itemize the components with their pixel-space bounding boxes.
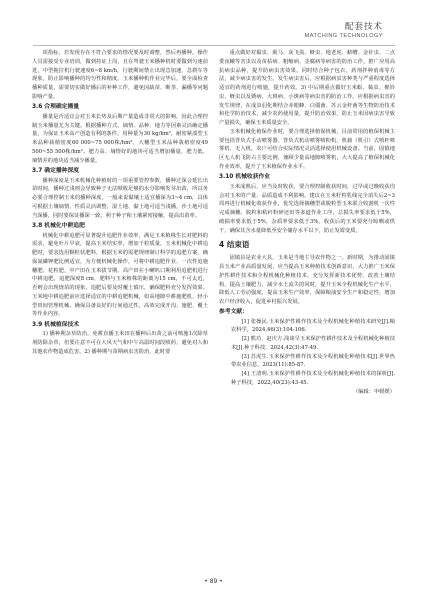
paragraph: 播种深度是玉米机械化种植时的一项重要管控参数，播种过深会延长出苗时间，播种过浅则会导致种子无法吸收足够的水分影响发芽出苗，所以务必要合理控制玉米的播种深度。一般来说黏壤土适宜播深为3~4 cm，具体可根据土壤墒情、性质灵活调整，湿土地、黏土地可适当浅播，沙土地可适当深播，同时要保证播深一致，利于种子和土壤紧密接触，提高出苗率。 xyxy=(32,177,208,219)
section-heading: 3.6 合理确定播量 xyxy=(32,104,80,110)
paragraph: 玉米成熟后，应当及时收获，要合理控制收获时间，过早或过晚收获均会对玉米的产量、品质造成不利影响。建议在玉米籽粒乳线完全消失后2~3周再进行机械化收获作业，优先选择摘穗型或脱粒型玉米联合收割机一次性完成摘穗、脱粒和秸秆粉碎还田等多道作业工序，总损失率要求低于5%，破损率要求低于5%，杂质率要求低于3%。收获后的玉米要充分晾晒或烘干，确保其含水量降低至安全储存水平以下，防止发霉变质。 xyxy=(219,183,395,234)
header-title-cn: 配套技术 xyxy=(344,22,383,32)
left-column xyxy=(32,49,208,357)
paragraph: 项指标，若发现存在不符合要求的情况要及时调整，然后再播种。操作人员需接受专业培训，做到持证上岗，且在驾驶玉米播种机时要做到匀速前进，中型拖拉机行驶速度6~8 km/h，行驶期间禁止出现急加速、急刹车等现象，防止影响播种的均匀性和精度。玉米播种机作业完毕后，要全面检查播种质量，需要切实做好播后的补种工作，避免因缺苗、断垄、漏播等问题影响产量。 xyxy=(32,50,208,100)
section-heading: 4 结束语 xyxy=(219,240,250,250)
paragraph: 播量是否适宜会对玉米长势及后期产量造成非常大的影响，因此合理控制玉米播量尤为关键。根据播种方式、墒情、品种、地力等因素灵活确定播量，为保证玉米高产创造有利的条件。用种量为30 kg/hm²，耐密紧凑型玉米品种栽植密度60 000~75 000株/hm²，大穗型玉米品种栽植密度49 500~55 500株/hm²。肥力高、墒情好的地块可适当增加播量，肥力低、墒情差的地块适当减少播量。 xyxy=(32,113,208,164)
journal-header xyxy=(305,20,383,39)
paragraph: 玉米机械化植保作业时，要合理选择植保机械，目前常用的植保机械主要包括背负式手动喷雾器、背负式机动喷雾喷粉机、机载（机引）式喷杆喷雾机、无人机，农户可结合实际情况灵活选择使用机械设备。当前，固镇地区无人机飞防占主要比例，兼顾少量高地隙喷雾机，大大提高了植保机械化作业效率，提升了玉米植保作业水平。 xyxy=(219,128,395,170)
paragraph: 机械化中耕追肥可显著提升追肥作业效率，满足玉米植株生长对肥料的需求，避免叶片早衰，提高玉米结实率，增加千粒质量。玉米机械化中耕追肥时，要求选用颗粒状肥料，根据玉米的需肥规律制订科学的追肥方案，确保氮磷钾肥比例适宜，为方便机械化操作，可将中耕追肥作业、一次性追施穗肥、花粒肥，中产田在玉米拔节期、高产田在小喇叭口期利用追肥机进行中耕追肥，追肥深度8 cm，肥料与玉米植株的距离为15 cm，不可太近，否则会出现烧苗的现象。追肥后要及时覆土镇压，确保肥料充分发挥效果。玉米地中耕追肥前应选择适宜的中耕追肥机械，如高地隙中耕施肥机、轻小型田间管理机械，确保具备良好的行间通过性，高效完成开沟、施肥、覆土等作业内容。 xyxy=(32,232,208,318)
editor-credit: （编辑：申媛媛） xyxy=(353,388,395,395)
header-title-en: MATCHING TECHNOLOGY xyxy=(304,33,383,39)
section-heading: 3.10 机械收获作业 xyxy=(219,174,271,180)
reference-item: [3] 苏虎生.玉米保护性耕作技术及全程机械化种植技术[J].世界热带农业信息，2023(11):85-87. xyxy=(231,353,395,369)
paragraph: 重点做好对黏虫、蓟马、灰飞虱、蚜虫、地老虎、蛴螬、金针虫、二点委夜蛾等害虫以及苗枯病、粗缩病、茎腐病等病害的防治工作。推广应用高抗病虫品种，提升防病虫害效果。同时结合种子包衣、药剂拌种消毒等方法，减少病虫害的发生。发生病虫害后，应根据病虫害种类与严重程度选择适宜的药剂进行喷施，提升药效。3) 中后期重点做好玉米螟、黏虫、棉铃虫、蚜虫以及锈病、大斑病、小斑病等病虫害的防治工作。应根据病虫害的发生规律，在成虫羽化期结合赤眼蜂、白僵菌、苏云金杆菌等生物防治技术和化学防治技术，减少农药使用量，提升防治效果，防止玉米因病虫害导致产量损失，确保玉米质量安全。 xyxy=(219,50,395,126)
reference-item: [2] 熊功，赵庆方.浅谈旱玉米保护性耕作技术及全程机械化种植技术[J].种子科技，2024,42(3):47-49. xyxy=(231,336,395,351)
reference-item: [1] 张操民.玉米保护性耕作技术及全程机械化种植技术研究[J].粮农科学，2024,46(3):104-106. xyxy=(231,318,395,334)
paragraph: 固镇县是农业大县，玉米是当地主导农作物之一。新时期，为推动固镇县玉米产业高质量发展，应当提高玉米种植技术创新意识，大力推广玉米保护性耕作技术和全程机械化种植技术，充分发挥新技术优势，改善土壤结构，提高土壤肥力，减少水土流失的同时，提升玉米全程机械化生产水平，降低人工劳动强度，提高玉米生产效率，保障粮油安全生产和稳定性，增加农户经济收入，促进乡村振兴发展。 xyxy=(219,255,395,305)
page-number: • 89 • xyxy=(204,578,223,585)
section-heading: 3.9 机械植保技术 xyxy=(32,321,80,328)
references-heading: 参考文献： xyxy=(219,308,248,315)
paragraph: 1) 播种期杂草防治。免耕直播玉米田在播种后出苗之前可喷施1次除草剂防除杂草，但要注意不可在大风天气和中午高温时间段喷药，避免对人和其他农作物造成危害。2) 播种期与苗期病虫害防治，此时要 xyxy=(32,331,208,355)
section-heading: 3.8 机械化中耕追肥 xyxy=(32,222,85,229)
section-heading: 3.7 确定播种深度 xyxy=(32,167,80,174)
right-column xyxy=(219,49,395,396)
header-divider xyxy=(33,45,395,46)
reference-item: [4] 王清明.玉米保护性耕作技术及全程机械化种植技术的探析[J].种子科技，2022,40(23):43-45. xyxy=(231,371,395,386)
